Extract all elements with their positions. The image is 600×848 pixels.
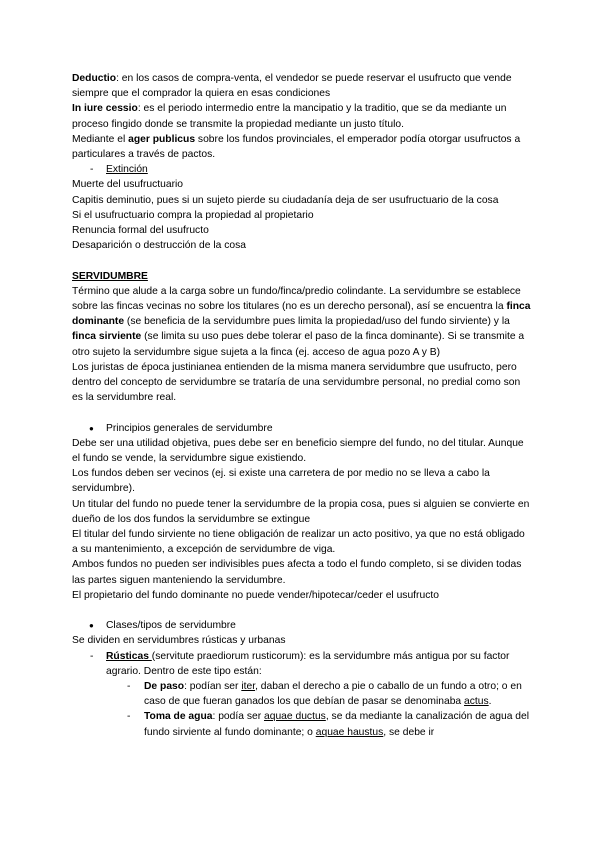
principios-list (72, 436, 532, 603)
term-actus: actus (464, 696, 489, 708)
text: : podían ser (184, 681, 242, 693)
term-finca-dominante: finca dominante (72, 301, 531, 328)
dash-marker: - (127, 681, 131, 693)
term-de-paso: De paso (144, 681, 185, 693)
list-item: Debe ser una utilidad objetiva, pues debe ser en beneficio siempre del fundo, no del titular. Aunque el fundo se vende, la servidumbre sigue existiendo. (72, 437, 524, 465)
text: (se limita su uso pues debe tolerar el paso de la finca dominante). Si se transmite a otro sujeto la servidumbre sigue sujeta a la finca (ej. acceso de agua pozo A y B) (72, 331, 525, 358)
text: Mediante el (72, 133, 129, 145)
text: sobre los fundos provinciales, el emperador podía otorgar usufructos a particulares a través de pactos. (72, 133, 521, 161)
extincion-list (72, 177, 532, 253)
paragraph-servidumbre-intro (72, 284, 532, 360)
item-rusticas (72, 649, 532, 679)
text: , se da mediante la canalización de agua del fundo sirviente al fundo dominante; o (144, 711, 530, 738)
paragraph-in-iure-cessio (72, 101, 532, 131)
term-toma-de-agua: Toma de agua (144, 711, 213, 723)
clases-heading (72, 618, 532, 633)
text: (servitute praediorum rusticorum): es la servidumbre más antigua por su factor agrario. Dentro de este tipo están: (106, 650, 510, 677)
paragraph-juristas: Los juristas de época justinianea entienden de la misma manera servidumbre que usufructo, pero dentro del concepto de servidumbre se trataría de una servidumbre personal, no predial como son es la servidumbre real. (72, 361, 521, 404)
term-aquae-ductus: aquae ductus (263, 711, 326, 723)
term-ager-publicus: ager publicus (128, 133, 196, 145)
clases-intro: Se dividen en servidumbres rústicas y urbanas (72, 635, 286, 647)
list-item: El titular del fundo sirviente no tiene obligación de realizar un acto positivo, ya que no está obligado a su mantenimiento, a excepción de servidumbre de viga. (72, 529, 525, 556)
section-heading-servidumbre (72, 269, 532, 284)
list-item: Desaparición o destrucción de la cosa (72, 240, 247, 252)
bullet-marker: ● (89, 621, 94, 631)
list-item: Los fundos deben ser vecinos (ej. si existe una carretera de por medio no se lleva a cabo la servidumbre). (72, 468, 490, 495)
dash-marker: - (127, 711, 131, 723)
item-de-paso (72, 679, 532, 709)
paragraph-deductio (72, 71, 532, 101)
text: : podía ser (212, 711, 264, 723)
text: : en los casos de compra-venta, el vendedor se puede reservar el usufructo que vende siempre que el comprador la quiera en esas condiciones (72, 73, 512, 100)
clases-label: Clases/tipos de servidumbre (106, 620, 236, 632)
list-item: Ambos fundos no pueden ser indivisibles pues afecta a todo el fundo completo, si se dividen todas las partes siguen manteniendo la servidumbre. (72, 559, 522, 586)
text: Término que alude a la carga sobre un fundo/finca/predio colindante. La servidumbre se establece sobre las fincas vecinas no sobre los titulares (no es un derecho personal), así se encuentra la (72, 285, 521, 313)
text: , se debe ir (383, 726, 435, 738)
heading-text: SERVIDUMBRE (72, 270, 148, 282)
term-rusticas: Rústicas (106, 650, 152, 662)
term-finca-sirviente: finca sirviente (72, 331, 142, 343)
list-item: Un titular del fundo no puede tener la servidumbre de la propia cosa, pues si alguien se convierte en dueño de los dos fundos la servidumbre se extingue (72, 498, 530, 525)
text: , daban el derecho a pie o caballo de un fundo a otro; o en caso de que fueran ganados los que debían de pasar se denominaba (144, 681, 522, 708)
document-body (72, 71, 532, 740)
text: : es el periodo intermedio entre la mancipatio y la traditio, que se da mediante un proceso fingido donde se transmite la propiedad mediante un justo título. (72, 103, 507, 130)
principios-label: Principios generales de servidumbre (106, 422, 273, 434)
dash-marker: - (90, 164, 94, 176)
term-deductio: Deductio (72, 73, 117, 84)
principios-heading (72, 421, 532, 436)
extincion-heading (72, 162, 532, 177)
bullet-marker: ● (89, 423, 94, 433)
list-item: Muerte del usufructuario (72, 179, 184, 191)
paragraph-ager-publicus (72, 132, 532, 162)
item-toma-de-agua (72, 709, 532, 739)
list-item: Si el usufructuario compra la propiedad al propietario (72, 209, 314, 221)
term-in-iure-cessio: In iure cessio (72, 103, 138, 115)
term-iter: iter (241, 681, 256, 693)
term-aquae-haustus: aquae haustus (315, 726, 384, 738)
dash-marker: - (90, 650, 94, 662)
text: (se beneficia de la servidumbre pues limita la propiedad/uso del fundo sirviente) y la (124, 316, 510, 328)
list-item: Capitis deminutio, pues si un sujeto pierde su ciudadanía deja de ser usufructuario de la cosa (72, 194, 499, 206)
list-item: El propietario del fundo dominante no puede vender/hipotecar/ceder el usufructo (72, 589, 439, 601)
list-item: Renuncia formal del usufructo (72, 225, 209, 237)
text: . (488, 696, 492, 708)
extincion-label: Extinción (106, 164, 148, 176)
